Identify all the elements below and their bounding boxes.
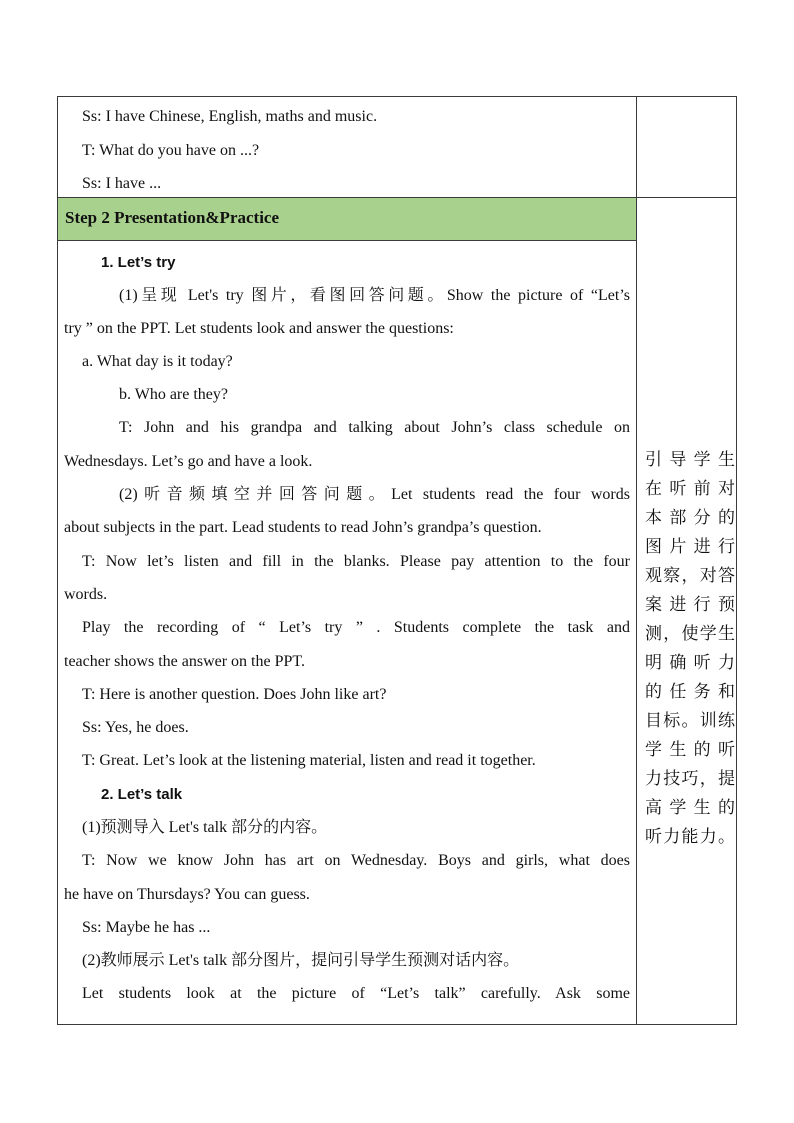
paragraph-line: Let students look at the picture of “Let’s talk” carefully. Ask some <box>82 985 630 1002</box>
paragraph-line: Ss: Yes, he does. <box>82 719 189 736</box>
dialogue-line: T: What do you have on ...? <box>82 142 260 159</box>
dialogue-line: Ss: I have Chinese, English, maths and music. <box>82 108 378 125</box>
step-header <box>58 198 636 240</box>
paragraph-line: T: John and his grandpa and talking about John’s class schedule on <box>119 419 630 436</box>
note-line: 本部分的 <box>645 508 735 528</box>
top-content-cell <box>57 96 637 197</box>
note-line: 力技巧，提 <box>645 769 735 789</box>
lets-try-heading: 1. Let’s try <box>101 254 176 271</box>
note-line: 的任务和 <box>645 682 735 702</box>
paragraph-line: about subjects in the part. Lead students to read John’s grandpa’s question. <box>64 519 542 536</box>
paragraph-line: Ss: Maybe he has ... <box>82 919 211 936</box>
paragraph-line: teacher shows the answer on the PPT. <box>64 653 305 670</box>
note-line: 引导学生 <box>645 450 735 470</box>
paragraph-line: Play the recording of “ Let’s try ” . Students complete the task and <box>82 619 630 636</box>
question-b: b. Who are they? <box>119 386 228 403</box>
paragraph-line: T: Now let’s listen and fill in the blanks. Please pay attention to the four <box>82 553 630 570</box>
paragraph-line: words. <box>64 586 108 603</box>
paragraph-line: try ” on the PPT. Let students look and answer the questions: <box>64 320 454 337</box>
paragraph-line: (1)呈现 Let's try 图片，看图回答问题。Show the picture of “Let’s <box>119 287 630 304</box>
paragraph-line: T: Here is another question. Does John like art? <box>82 686 387 703</box>
note-line: 学生的听 <box>645 740 735 760</box>
paragraph-line: (2)教师展示 Let's talk 部分图片，提问引导学生预测对话内容。 <box>82 952 520 969</box>
table-border-bottom <box>57 1024 737 1025</box>
question-a: a. What day is it today? <box>82 353 233 370</box>
paragraph-line: (2)听音频填空并回答问题。Let students read the four words <box>119 486 630 503</box>
paragraph-line: he have on Thursdays? You can guess. <box>64 886 310 903</box>
note-line: 图片进行 <box>645 537 735 557</box>
note-line: 高学生的 <box>645 798 735 818</box>
paragraph-line: (1)预测导入 Let's talk 部分的内容。 <box>82 819 328 836</box>
step-title: Step 2 Presentation&Practice <box>65 208 280 227</box>
note-line: 观察，对答 <box>645 566 735 586</box>
note-line: 明确听力 <box>645 653 735 673</box>
note-line: 目标。训练 <box>645 711 735 731</box>
note-line: 测，使学生 <box>645 624 735 644</box>
paragraph-line: T: Now we know John has art on Wednesday. Boys and girls, what does <box>82 852 630 869</box>
note-line: 案进行预 <box>645 595 735 615</box>
design-intent-note <box>645 446 735 852</box>
lets-talk-heading: 2. Let’s talk <box>101 786 183 803</box>
paragraph-line: Wednesdays. Let’s go and have a look. <box>64 453 313 470</box>
table-border-right <box>736 96 737 1025</box>
note-line: 听力能力。 <box>645 827 735 847</box>
dialogue-line: Ss: I have ... <box>82 175 162 192</box>
lesson-plan-table <box>57 96 737 1025</box>
step-content-cell <box>57 241 637 1024</box>
paragraph-line: T: Great. Let’s look at the listening material, listen and read it together. <box>82 752 536 769</box>
note-line: 在听前对 <box>645 479 735 499</box>
